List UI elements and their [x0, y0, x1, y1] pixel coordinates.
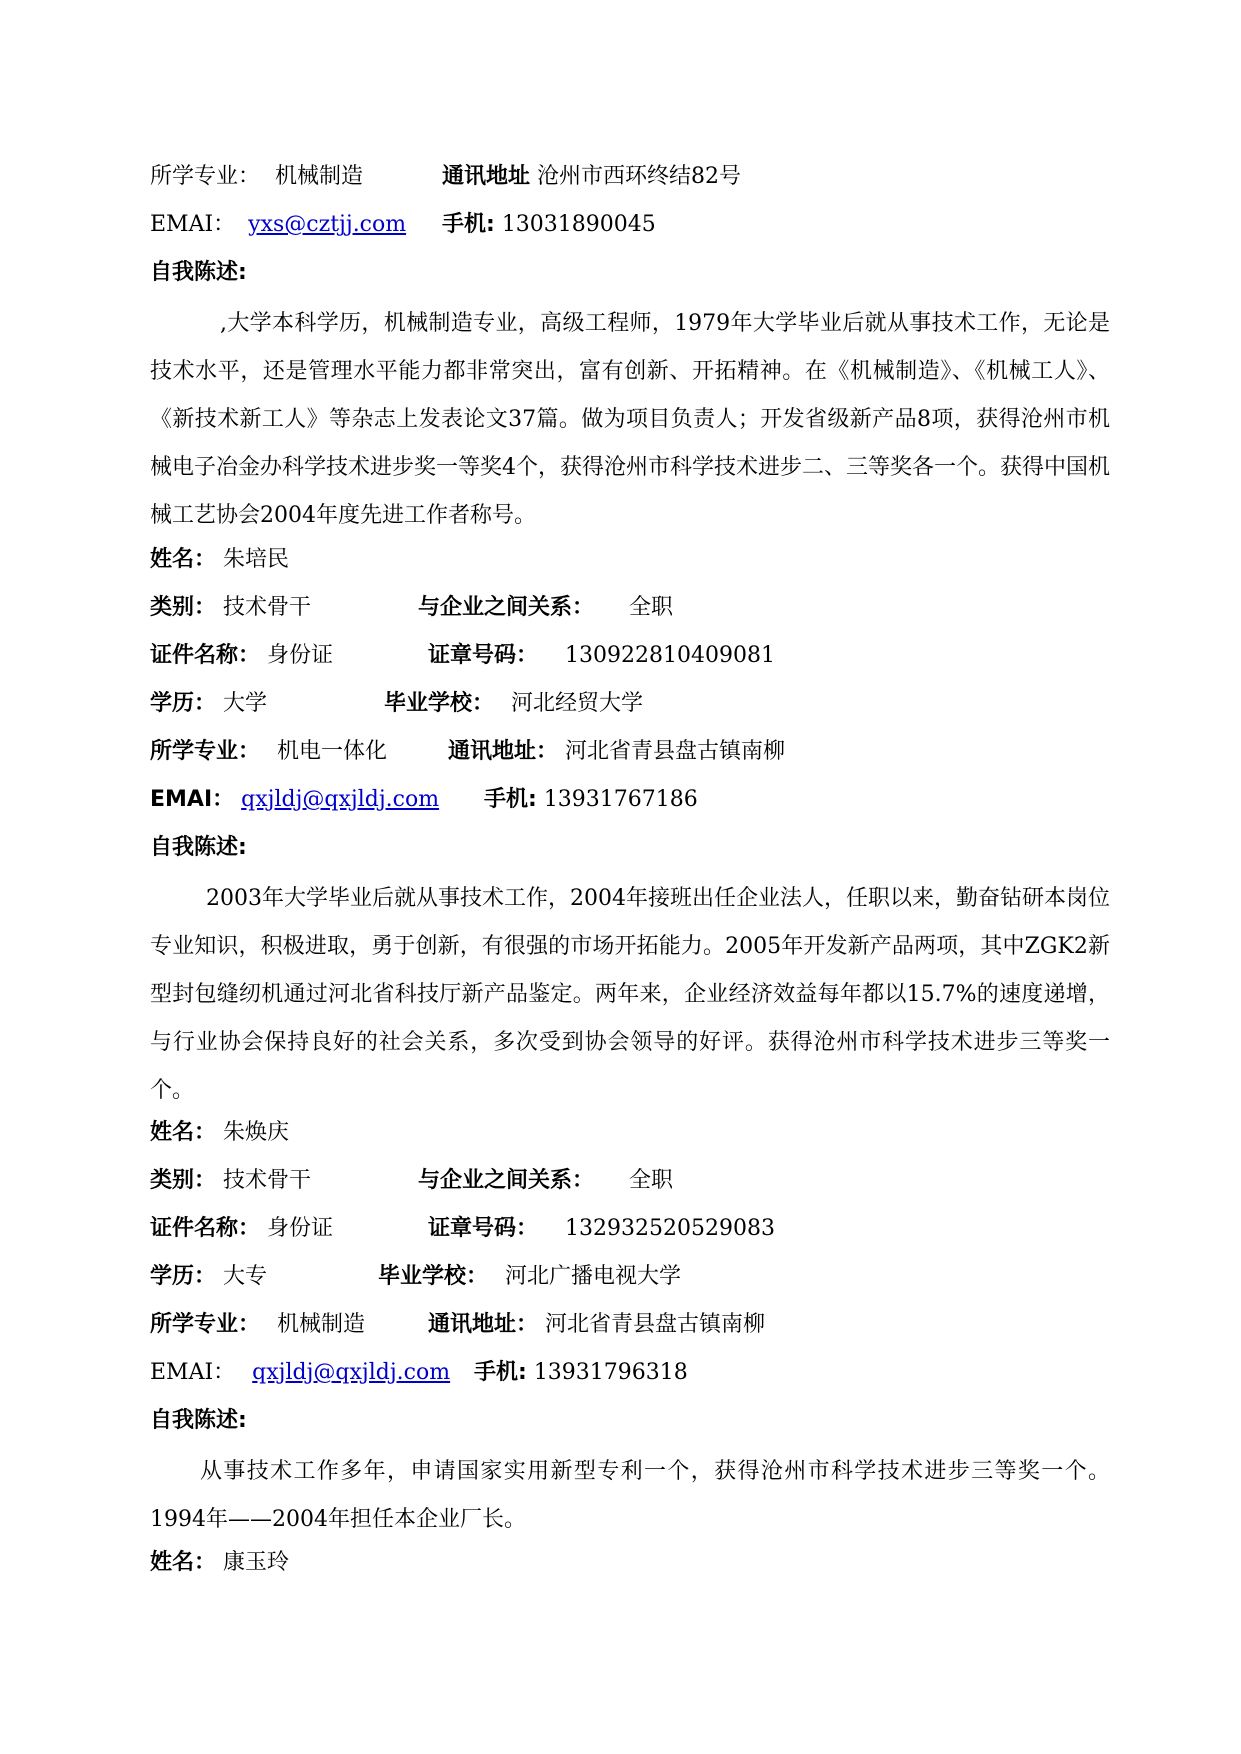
r3-education-row [150, 1262, 682, 1292]
r3-email-label: EMAI： [150, 1360, 236, 1385]
r2-id-no-label: 证章号码： [428, 643, 539, 668]
r3-category-value: 技术骨干 [223, 1168, 312, 1193]
r4-name-label: 姓名： [150, 1550, 217, 1575]
r2-name-label: 姓名： [150, 547, 217, 572]
r3-major-label: 所学专业： [150, 1312, 261, 1337]
r3-education-value: 大专 [223, 1264, 268, 1289]
r2-id-type-value: 身份证 [267, 643, 334, 668]
r1-major-label: 所学专业： [150, 164, 261, 189]
r2-name-row [150, 545, 289, 575]
r3-education-label: 学历： [150, 1264, 217, 1289]
r2-relation-label: 与企业之间关系： [418, 595, 595, 620]
r1-statement-label: 自我陈述: [150, 260, 247, 285]
r2-phone-value: 13931767186 [543, 787, 698, 812]
r2-email-link[interactable]: qxjldj@qxjldj.com [241, 787, 440, 812]
r3-school-value: 河北广播电视大学 [505, 1264, 682, 1289]
r1-phone-value: 13031890045 [501, 212, 656, 237]
r3-id-type-value: 身份证 [267, 1216, 334, 1241]
r4-name-value: 康玉玲 [223, 1550, 290, 1575]
r1-phone-label: 手机: [442, 212, 495, 237]
r2-category-value: 技术骨干 [223, 595, 312, 620]
r2-major-value: 机电一体化 [277, 739, 388, 764]
r2-phone-label: 手机: [484, 787, 537, 812]
r2-school-label: 毕业学校： [384, 691, 495, 716]
r2-school-value: 河北经贸大学 [511, 691, 644, 716]
r2-major-row [150, 737, 786, 767]
r3-id-row [150, 1214, 775, 1244]
r2-address-label: 通讯地址： [448, 739, 559, 764]
r3-email-link[interactable]: qxjldj@qxjldj.com [252, 1360, 451, 1385]
r2-statement-text: 2003年大学毕业后就从事技术工作，2004年接班出任企业法人，任职以来，勤奋钻研本岗位专业知识，积极进取，勇于创新，有很强的市场开拓能力。2005年开发新产品两项，其中ZGK2新型封包缝纫机通过河北省科技厅新产品鉴定。两年来，企业经济效益每年都以15.7%的速度递增，与行业协会保持良好的社会关系，多次受到协会领导的好评。获得沧州市科学技术进步三等奖一个。 [150, 886, 1110, 1103]
r1-email-row [150, 210, 656, 240]
r3-major-value: 机械制造 [277, 1312, 366, 1337]
r2-education-label: 学历： [150, 691, 217, 716]
r3-id-no-value: 132932520529083 [565, 1216, 775, 1241]
r2-id-type-label: 证件名称： [150, 643, 261, 668]
r2-email-label: EMAI： [150, 787, 235, 812]
r3-phone-value: 13931796318 [533, 1360, 688, 1385]
r2-relation-value: 全职 [629, 595, 674, 620]
r1-email-label: EMAI： [150, 212, 236, 237]
r2-statement-label: 自我陈述: [150, 835, 247, 860]
r3-category-label: 类别： [150, 1168, 217, 1193]
r2-id-no-value: 130922810409081 [565, 643, 775, 668]
r1-email-link[interactable]: yxs@cztjj.com [248, 212, 407, 237]
r2-email-row [150, 785, 698, 815]
r2-education-row [150, 689, 644, 719]
r1-major-row [150, 162, 742, 192]
r4-name-row [150, 1548, 289, 1578]
r2-address-value: 河北省青县盘古镇南柳 [565, 739, 786, 764]
r3-name-value: 朱焕庆 [223, 1120, 290, 1145]
r3-major-row [150, 1310, 766, 1340]
r3-name-row [150, 1118, 289, 1148]
r3-category-row [150, 1166, 674, 1196]
r1-major-value: 机械制造 [275, 164, 364, 189]
r1-address-value: 沧州市西环终结82号 [537, 164, 742, 189]
r2-name-value: 朱培民 [223, 547, 290, 572]
r3-email-row [150, 1358, 688, 1388]
r3-id-no-label: 证章号码： [428, 1216, 539, 1241]
r2-category-row [150, 593, 674, 623]
r3-address-label: 通讯地址： [428, 1312, 539, 1337]
r3-id-type-label: 证件名称： [150, 1216, 261, 1241]
r3-statement-label: 自我陈述: [150, 1408, 247, 1433]
r3-relation-value: 全职 [629, 1168, 674, 1193]
r2-major-label: 所学专业： [150, 739, 261, 764]
r3-phone-label: 手机: [474, 1360, 527, 1385]
r3-statement-text: 从事技术工作多年，申请国家实用新型专利一个，获得沧州市科学技术进步三等奖一个。1994年——2004年担任本企业厂长。 [150, 1459, 1110, 1532]
r2-category-label: 类别： [150, 595, 217, 620]
r1-statement-text: ,大学本科学历，机械制造专业，高级工程师，1979年大学毕业后就从事技术工作，无论是技术水平，还是管理水平能力都非常突出，富有创新、开拓精神。在《机械制造》、《机械工人》、《新技术新工人》等杂志上发表论文37篇。做为项目负责人；开发省级新产品8项，获得沧州市机械电子冶金办科学技术进步奖一等奖4个，获得沧州市科学技术进步二、三等奖各一个。获得中国机械工艺协会2004年度先进工作者称号。 [150, 311, 1111, 528]
r2-id-row [150, 641, 775, 671]
r3-relation-label: 与企业之间关系： [418, 1168, 595, 1193]
r1-address-label: 通讯地址 [442, 164, 531, 189]
r2-education-value: 大学 [223, 691, 268, 716]
r3-address-value: 河北省青县盘古镇南柳 [545, 1312, 766, 1337]
r3-name-label: 姓名： [150, 1120, 217, 1145]
r3-school-label: 毕业学校： [378, 1264, 489, 1289]
